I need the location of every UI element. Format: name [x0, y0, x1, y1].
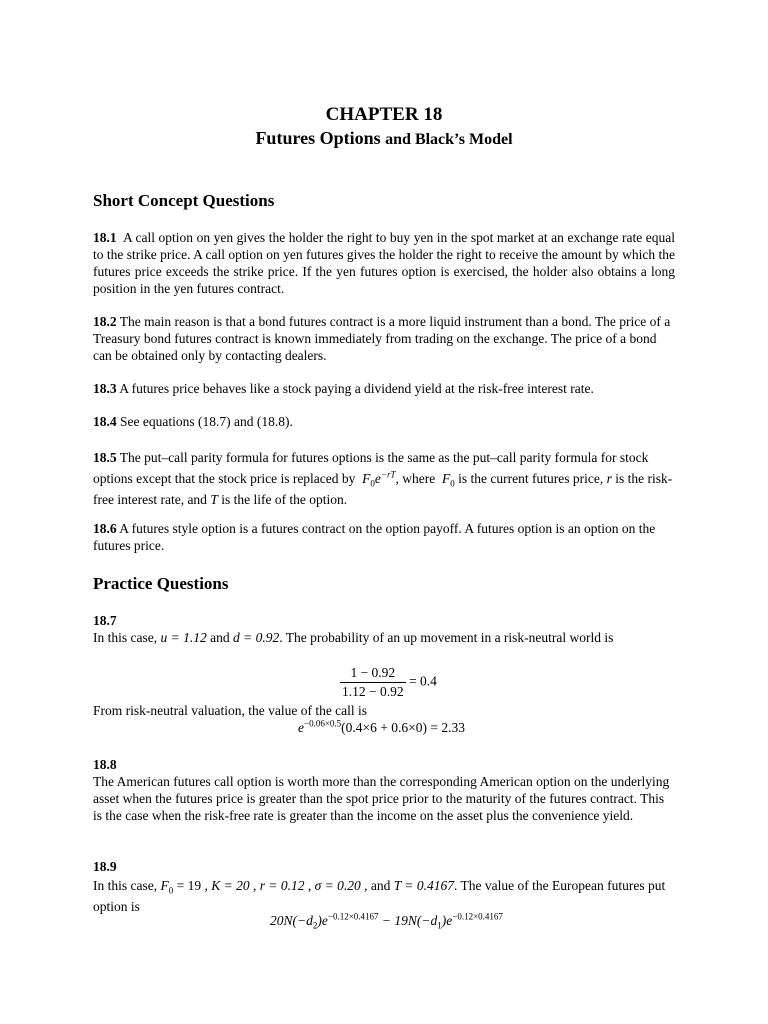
answer-18-9-intro: In this case, $F_0 = 19$ , K = 20 , r = 0.12 , σ = 0.20 , and T = 0.4167. The value of the European futures put option is	[93, 878, 666, 914]
parameter-r: r = 0.12 ,	[259, 878, 312, 893]
call-value-equation: $e^{-0.06\times 0.5}(0.4\times 6 + 0.6\times 0) = 2.33$	[298, 718, 465, 735]
answer-18-4	[93, 413, 675, 430]
fraction-numerator: 1 − 0.92	[340, 664, 406, 683]
question-number: 18.3	[93, 381, 117, 396]
question-number: 18.4	[93, 414, 117, 429]
symbol-F0: $F_0$	[442, 471, 455, 489]
answer-text: The main reason is that a bond futures contract is a more liquid instrument than a bond. The price of a Treasury bond futures contract is known immediately from trading on the exchange. The price of a bond can be obtained only by contacting dealers.	[93, 314, 671, 363]
question-number: 18.5	[93, 450, 117, 465]
answer-18-8: The American futures call option is worth more than the corresponding American option on the underlying asset when the futures price is greater than the spot price prior to the maturity of the futures contract. This is the case when the risk-free rate is greater than the income on the asset plus the convenience yield.	[93, 774, 670, 823]
answer-18-3	[93, 380, 675, 397]
u-value: u = 1.12	[160, 630, 207, 645]
answer-text: A futures price behaves like a stock paying a dividend yield at the risk-free interest rate.	[119, 381, 594, 396]
probability-fraction	[340, 664, 406, 701]
parameter-F0: $F_0 = 19$ ,	[160, 878, 208, 896]
answer-text-5: is the life of the option.	[221, 492, 348, 507]
answer-18-2	[93, 313, 675, 364]
probability-equation	[340, 664, 437, 701]
question-number: 18.1	[93, 230, 117, 245]
answer-18-7-valuation: From risk-neutral valuation, the value of the call is	[93, 703, 368, 718]
chapter-title-main: Futures Options	[255, 128, 381, 148]
parameter-T: T = 0.4167	[393, 878, 455, 893]
chapter-number: CHAPTER 18	[325, 104, 443, 125]
symbol-T: T	[210, 492, 218, 507]
answer-text: See equations (18.7) and (18.8).	[120, 414, 293, 429]
fraction-result: = 0.4	[409, 673, 437, 689]
answer-18-6	[93, 520, 675, 554]
answer-18-7-intro: In this case, u = 1.12 and d = 0.92. The probability of an up movement in a risk-neutral world is	[93, 630, 614, 645]
answer-18-1	[93, 229, 675, 297]
answer-18-5	[93, 447, 675, 510]
answer-text: A call option on yen gives the holder the right to buy yen in the spot market at an exchange rate equal to the strike price. A call option on yen futures gives the holder the right to receive the amount by which the futures price exceeds the strike price. If the yen futures option is exercised, the holder also obtains a long position in the yen futures contract.	[93, 230, 675, 296]
question-number-18-9: 18.9	[93, 859, 117, 874]
formula-F0-e-rT: $F_0e^{-rT}$	[362, 469, 396, 489]
answer-text-3: is the current futures price,	[458, 471, 604, 486]
parameter-sigma: σ = 0.20 ,	[314, 878, 368, 893]
chapter-title	[0, 128, 768, 149]
parameter-K: K = 20 ,	[211, 878, 257, 893]
question-number-18-8: 18.8	[93, 757, 117, 772]
answer-text-1: The put–call parity formula for futures options is the same as the put–call parity formula for stock options except that the stock price is replaced by	[93, 450, 649, 486]
question-number: 18.2	[93, 314, 117, 329]
answer-text: A futures style option is a futures contract on the option payoff. A futures option is an option on the futures price.	[93, 521, 656, 553]
section-heading-short: Short Concept Questions	[93, 191, 275, 210]
question-number-18-7: 18.7	[93, 613, 117, 628]
d-value: d = 0.92	[232, 630, 280, 645]
answer-text-4: is the risk-free interest rate, and	[93, 471, 673, 507]
question-number: 18.6	[93, 521, 117, 536]
symbol-r: r	[606, 471, 612, 486]
chapter-title-rest: and Black’s Model	[385, 131, 513, 148]
fraction-denominator: 1.12 − 0.92	[342, 684, 404, 699]
put-value-formula: $20N(-d_2)e^{-0.12\times 0.4167} - 19N(-d_1)e^{-0.12\times 0.4167}$	[270, 911, 503, 931]
section-heading-practice: Practice Questions	[93, 574, 229, 593]
answer-text-2: , where	[395, 471, 436, 486]
